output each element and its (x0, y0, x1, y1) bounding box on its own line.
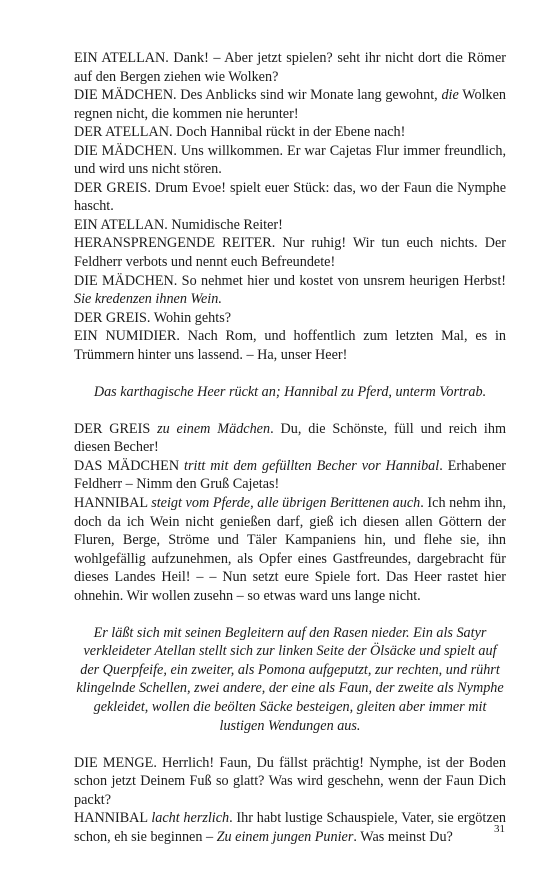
text-run: DER GREIS. Drum Evoe! spielt euer Stück: das, wo der Faun die Nymphe hascht. (74, 179, 506, 215)
speech-paragraph (74, 754, 506, 810)
text-run: Das karthagische Heer rückt an; Hannibal zu Pferd, unterm Vortrab. (93, 383, 487, 400)
speech-paragraph (74, 216, 506, 235)
text-run: . Erhabener Feldherr – Nimm den Gruß Cajetas! (74, 457, 506, 493)
italic-text: die (441, 87, 459, 104)
text-run: DER GREIS (74, 420, 158, 437)
text-run: DIE MÄDCHEN. Des Anblicks sind wir Monate lang gewohnt, (74, 87, 442, 104)
speech-paragraph (74, 809, 506, 846)
paragraph-gap (74, 735, 506, 754)
speech-paragraph (74, 457, 506, 494)
text-run: DIE MENGE. Herrlich! Faun, Du fällst prächtig! Nymphe, ist der Boden schon jetzt Deinem Fuß so glatt? Was wird geschehn, wenn der Faun Dich packt? (74, 754, 506, 808)
speech-paragraph (74, 327, 506, 364)
speech-paragraph (74, 272, 506, 309)
stage-direction (74, 624, 506, 735)
speech-paragraph (74, 49, 506, 86)
paragraph-gap (74, 401, 506, 420)
italic-text: zu einem Mädchen (157, 420, 271, 437)
speech-paragraph (74, 179, 506, 216)
text-run: . Ihr habt lustige Schauspiele, Vater, sie ergötzen schon, eh sie beginnen – (74, 810, 507, 845)
text-run: . Ich nehm ihn, doch da ich Wein nicht genießen darf, gieß ich diesen allen Göttern der Fluren, Berge, Ströme und Täler Kampaniens hin, und flehe sie, ihn wohlgefällig aufzunehmen, als Opfer eines Gastfreundes, dargebracht für dieses Landes Heil! – – Nun setzt eure Spiele fort. Das Heer rastet hier ohnehin. Wir wollen zusehn – so etwas ward uns lange nicht. (74, 495, 506, 604)
text-run: . Du, die Schönste, füll und reich ihm diesen Becher! (74, 420, 507, 456)
text-run: Er läßt sich mit seinen Begleitern auf den Rasen nieder. Ein als Satyr verkleideter Atellan stellt sich zur linken Seite der Ölsäcke und spielt auf der Querpfeife, ein zweiter, als Pomona aufgeputzt, zur rechten, und rührt klingelnde Schellen, zwei andere, der eine als Faun, der zweite als Nymphe gekleidet, wollen die beölten Säcke besteigen, gleiten aber immer mit lustigen Wendungen aus. (76, 624, 504, 734)
speech-paragraph (74, 142, 506, 179)
speech-paragraph (74, 86, 506, 123)
speech-paragraph (74, 420, 506, 457)
text-run: EIN NUMIDIER. Nach Rom, und hoffentlich zum letzten Mal, es in Trümmern hinter uns lassend. – Ha, unser Heer! (74, 328, 506, 363)
page-number: 31 (494, 823, 505, 835)
text-run: HANNIBAL (74, 495, 152, 512)
italic-text: tritt mit dem gefüllten Becher vor Hannibal (184, 457, 440, 474)
speech-paragraph (74, 309, 506, 328)
stage-direction (74, 383, 506, 402)
text-run: DAS MÄDCHEN (74, 457, 185, 474)
italic-text: steigt vom Pferde, alle übrigen Berittenen auch (151, 495, 421, 512)
speech-paragraph (74, 123, 506, 142)
italic-text: Sie kredenzen ihnen Wein. (74, 291, 222, 308)
text-run: DIE MÄDCHEN. So nehmet hier und kostet von unsrem heurigen Herbst! (74, 272, 506, 289)
text-run: . Was meinst Du? (353, 828, 453, 845)
text-run: EIN ATELLAN. Numidische Reiter! (74, 216, 283, 233)
text-run: EIN ATELLAN. Dank! – Aber jetzt spielen? seht ihr nicht dort die Römer auf den Bergen ziehen wie Wolken? (74, 50, 506, 85)
text-run: DIE MÄDCHEN. Uns willkommen. Er war Cajetas Flur immer freundlich, und wird uns nicht stören. (74, 142, 506, 178)
text-run: DER GREIS. Wohin gehts? (74, 309, 232, 326)
text-run: HANNIBAL (74, 810, 152, 827)
paragraph-gap (74, 605, 506, 624)
text-run: DER ATELLAN. Doch Hannibal rückt in der Ebene nach! (74, 124, 406, 141)
italic-text: lacht herzlich (151, 810, 230, 827)
page-text (74, 49, 506, 846)
italic-text: Zu einem jungen Punier (216, 828, 354, 845)
paragraph-gap (74, 364, 506, 383)
text-run: Wolken regnen nicht, die kommen nie herunter! (74, 87, 506, 122)
speech-paragraph (74, 234, 506, 271)
speech-paragraph (74, 494, 506, 605)
text-run: HERANSPRENGENDE REITER. Nur ruhig! Wir tun euch nichts. Der Feldherr verbots und nennt euch Befreundete! (74, 235, 506, 271)
